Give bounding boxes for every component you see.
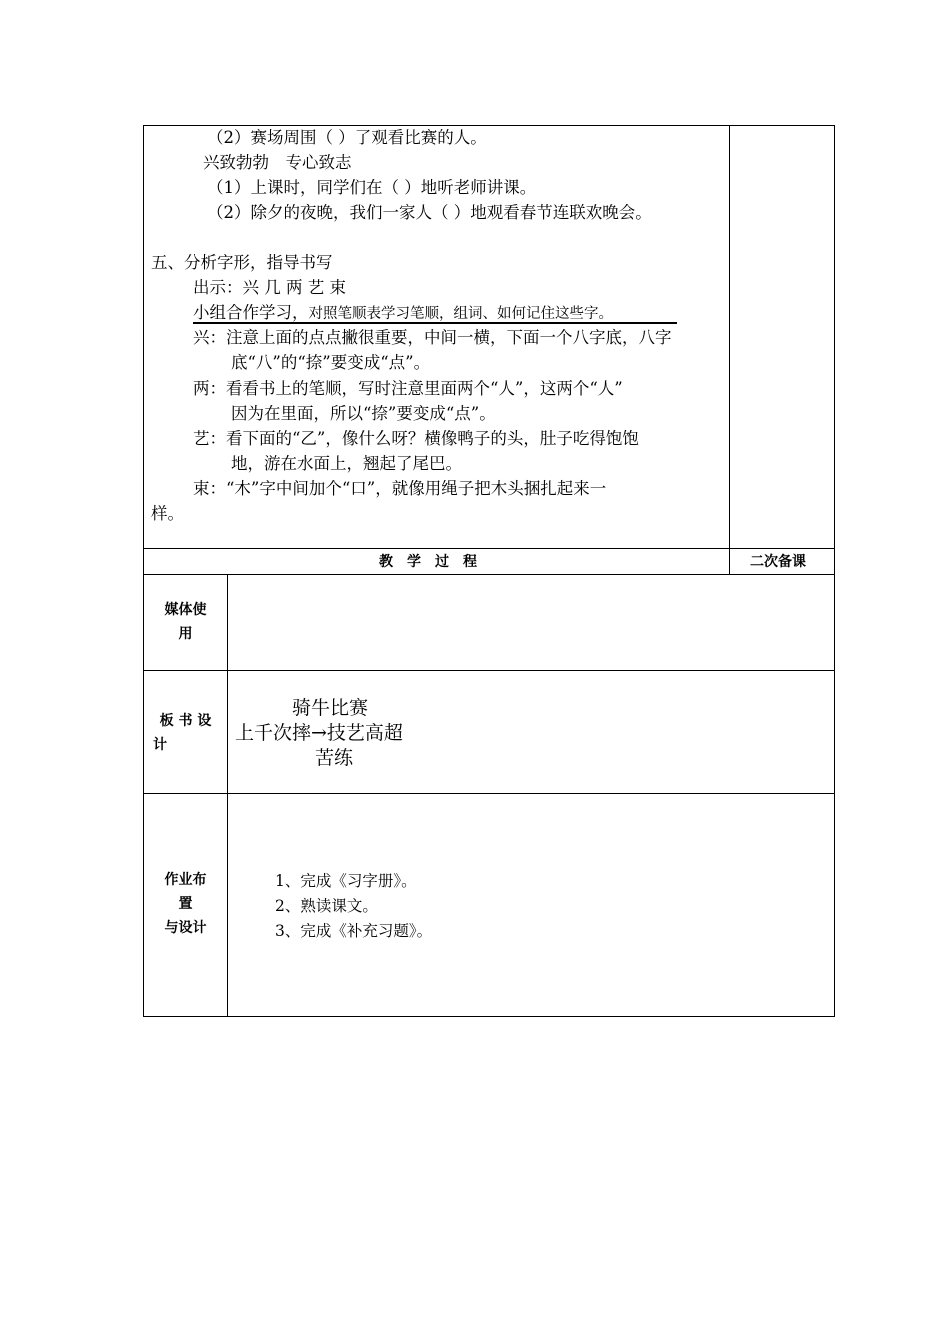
homework-label <box>144 868 227 940</box>
row-divider-header-top <box>143 548 835 549</box>
xing-note-line-1: 兴：注意上面的点点撇很重要，中间一横，下面一个八字底，八字 <box>193 328 672 347</box>
homework-item-2: 2、熟读课文。 <box>275 897 378 915</box>
board-line-2: 上千次摔→技艺高超 <box>235 722 403 744</box>
homework-item-1: 1、完成《习字册》。 <box>275 872 417 890</box>
row-divider-media <box>143 670 835 671</box>
board-line-3: 苦练 <box>315 747 354 769</box>
show-characters-line: 出示：兴 几 两 艺 束 <box>193 278 346 297</box>
word-choice-line: 兴致勃勃 专心致志 <box>203 153 352 172</box>
exercise-line-1: （2）赛场周围（ ）了观看比赛的人。 <box>207 128 487 147</box>
media-label <box>144 598 227 646</box>
group-study-part-b: 对照笔顺表学习笔顺，组词、如何记住这些字。 <box>308 306 613 322</box>
liang-note-line-1: 两：看看书上的笔顺，写时注意里面两个“人”，这两个“人” <box>193 379 623 398</box>
table-top-border <box>143 125 835 126</box>
group-study-underline <box>193 322 677 324</box>
xing-note-line-2: 底“八”的“捺”要变成“点”。 <box>231 353 431 372</box>
teaching-process-header: 教 学 过 程 <box>379 554 477 570</box>
board-label-line-2: 计 <box>153 737 167 753</box>
media-label-line-2: 用 <box>178 626 193 642</box>
homework-label-line-1: 作业布 <box>164 872 207 888</box>
row-divider-board <box>143 793 835 794</box>
homework-item-3: 3、完成《补充习题》。 <box>275 922 433 940</box>
label-column-divider <box>227 574 228 1017</box>
exercise-line-2: （1）上课时，同学们在（ ）地听老师讲课。 <box>207 178 537 197</box>
shu-note-line-2: 样。 <box>151 504 184 523</box>
homework-label-line-2: 置 <box>178 896 193 912</box>
table-bottom-border <box>143 1016 835 1017</box>
exercise-line-3: （2）除夕的夜晚，我们一家人（ ）地观看春节连联欢晚会。 <box>207 203 652 222</box>
board-label-line-1: 板 书 设 <box>159 713 212 729</box>
table-right-border <box>834 125 835 1017</box>
row-divider-header-bottom <box>143 574 835 575</box>
prep-column-divider <box>729 125 730 575</box>
group-study-line <box>193 303 613 324</box>
homework-label-line-3: 与设计 <box>164 920 207 936</box>
second-prep-header: 二次备课 <box>750 554 806 570</box>
liang-note-line-2: 因为在里面，所以“捺”要变成“点”。 <box>231 404 496 423</box>
board-line-1: 骑牛比赛 <box>292 697 369 719</box>
yi-note-line-1: 艺：看下面的“乙”，像什么呀？横像鸭子的头，肚子吃得饱饱 <box>193 429 639 448</box>
yi-note-line-2: 地，游在水面上，翘起了尾巴。 <box>231 454 462 473</box>
shu-note-line-1: 束：“木”字中间加个“口”，就像用绳子把木头捆扎起来一 <box>193 479 607 498</box>
section-five-heading: 五、分析字形，指导书写 <box>151 253 333 272</box>
media-label-line-1: 媒体使 <box>164 602 207 618</box>
board-design-label <box>144 709 227 757</box>
group-study-part-a: 小组合作学习， <box>193 303 309 322</box>
